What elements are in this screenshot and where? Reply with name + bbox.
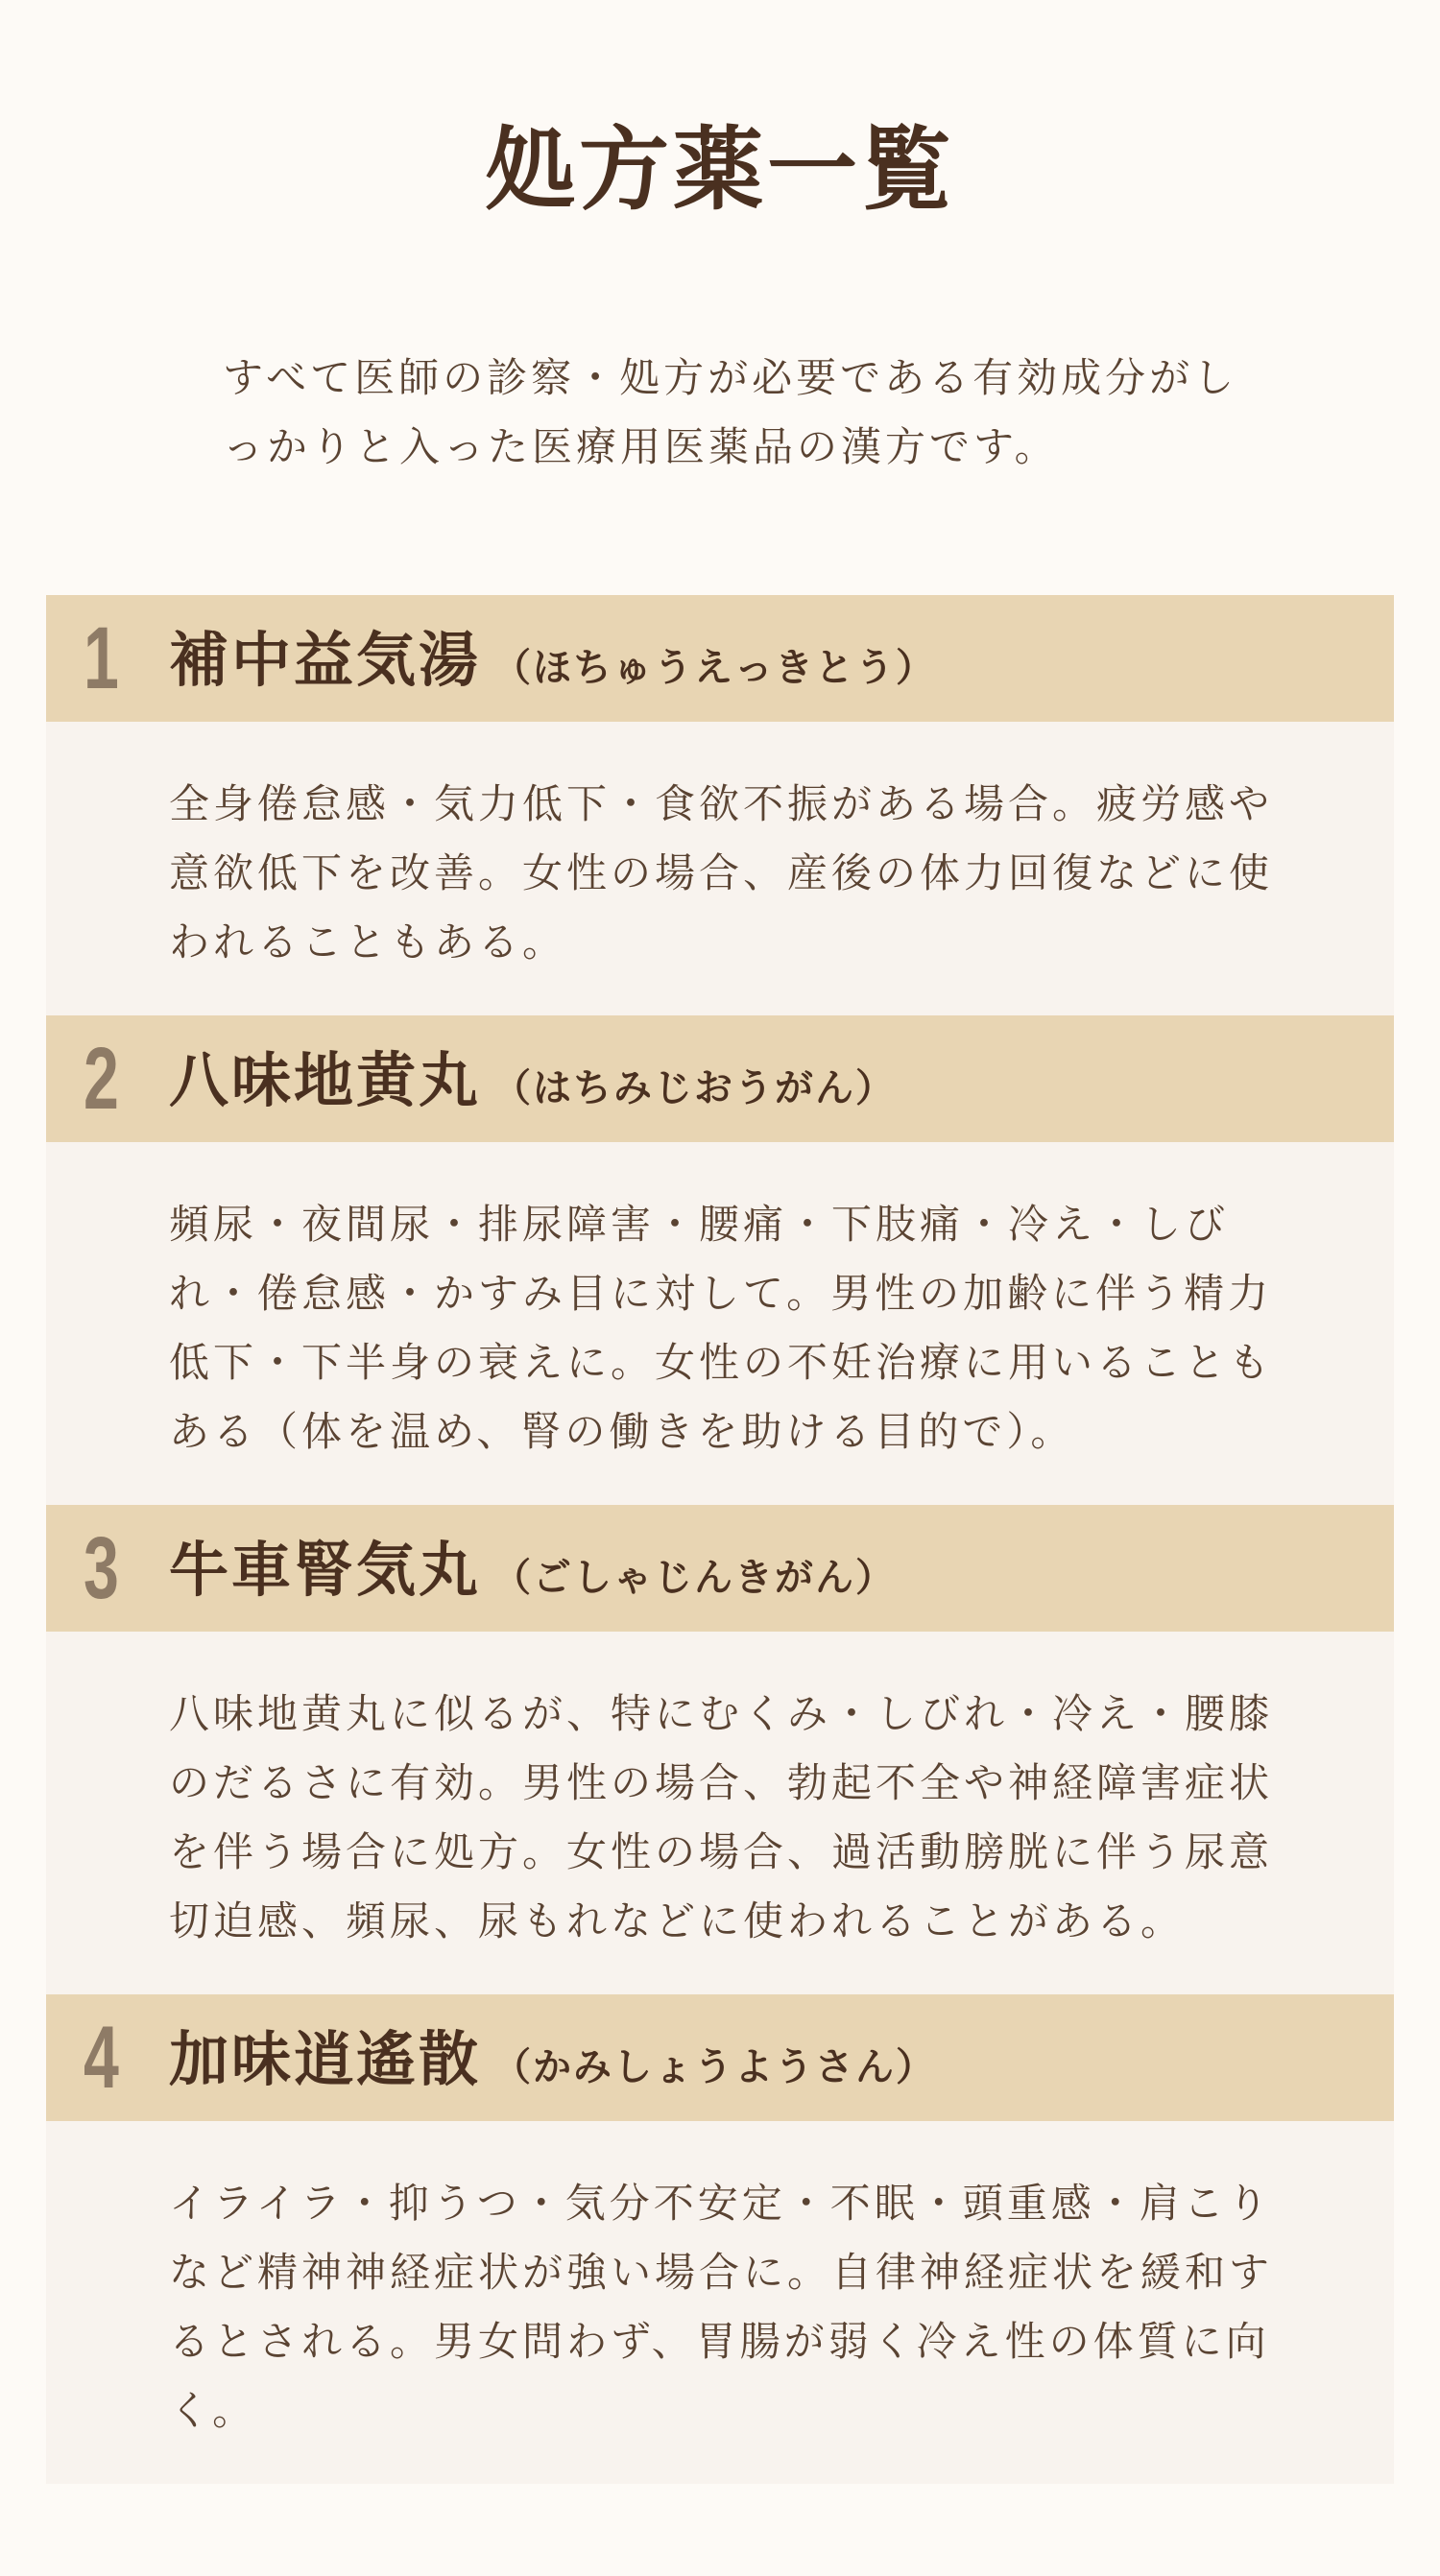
prescription-description bbox=[46, 1632, 1394, 1994]
item-reading: （はちみじおうがん） bbox=[492, 1066, 897, 1110]
item-reading: （ごしゃじんきがん） bbox=[492, 1556, 897, 1600]
prescription-item bbox=[46, 595, 1394, 1015]
prescription-header bbox=[46, 595, 1394, 722]
prescription-item bbox=[46, 1505, 1394, 1994]
item-title bbox=[169, 1015, 896, 1142]
prescription-list bbox=[46, 595, 1394, 2484]
description-text: 頻尿・夜間尿・排尿障害・腰痛・下肢痛・冷え・しびれ・倦怠感・かすみ目に対して。男性の加齢に伴う精力低下・下半身の衰えに。女性の不妊治療に用いることもある（体を温め、腎の働きを助ける目的で）。 bbox=[169, 1201, 1274, 1455]
prescription-description bbox=[46, 722, 1394, 1015]
prescription-item bbox=[46, 1015, 1394, 1505]
item-number: 1 bbox=[84, 609, 119, 707]
item-number: 3 bbox=[84, 1519, 119, 1617]
item-reading: （かみしょうようさん） bbox=[492, 2045, 937, 2089]
prescription-description bbox=[46, 1142, 1394, 1505]
item-number: 2 bbox=[84, 1030, 119, 1128]
prescription-header bbox=[46, 1015, 1394, 1142]
item-title bbox=[169, 1994, 936, 2121]
item-name: 八味地黄丸 bbox=[169, 1045, 482, 1115]
prescription-description bbox=[46, 2121, 1394, 2484]
description-text: 全身倦怠感・気力低下・食欲不振がある場合。疲労感や意欲低下を改善。女性の場合、産後の体力回復などに使われることもある。 bbox=[169, 780, 1274, 966]
prescription-header bbox=[46, 1505, 1394, 1632]
item-title bbox=[169, 1505, 896, 1632]
prescription-item bbox=[46, 1994, 1394, 2484]
item-name: 加味逍遙散 bbox=[169, 2024, 482, 2094]
item-name: 牛車腎気丸 bbox=[169, 1535, 482, 1605]
item-reading: （ほちゅうえっきとう） bbox=[492, 646, 937, 690]
item-name: 補中益気湯 bbox=[169, 625, 482, 695]
intro-text: すべて医師の診察・処方が必要である有効成分がしっかりと入った医療用医薬品の漢方です。 bbox=[223, 354, 1238, 470]
page-title: 処方薬一覧 bbox=[484, 118, 955, 223]
description-text: 八味地黄丸に似るが、特にむくみ・しびれ・冷え・腰膝のだるさに有効。男性の場合、勃起不全や神経障害症状を伴う場合に処方。女性の場合、過活動膀胱に伴う尿意切迫感、頻尿、尿もれなどに使われることがある。 bbox=[169, 1690, 1274, 1944]
item-number: 4 bbox=[84, 2009, 119, 2107]
description-text: イライラ・抑うつ・気分不安定・不眠・頭重感・肩こりなど精神神経症状が強い場合に。自律神経症状を緩和するとされる。男女問わず、胃腸が弱く冷え性の体質に向く。 bbox=[169, 2180, 1274, 2434]
prescription-header bbox=[46, 1994, 1394, 2121]
item-title bbox=[169, 595, 936, 722]
